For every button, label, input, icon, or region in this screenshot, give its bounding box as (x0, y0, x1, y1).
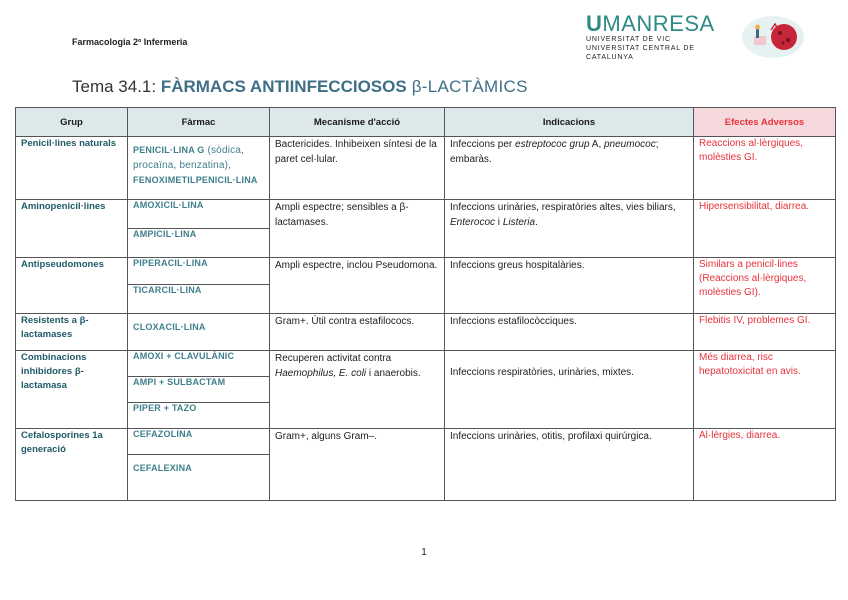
drug-cell: AMOXICIL·LINA (128, 200, 270, 229)
table-header-row (16, 108, 836, 137)
drug-cell: PIPERACIL·LINA (128, 258, 270, 285)
table-row (16, 314, 836, 351)
adverse-cell: Hipersensibilitat, diarrea. (694, 200, 836, 258)
germ-mascot-icon (740, 14, 806, 60)
table-row (16, 258, 836, 285)
indications-cell: Infeccions urinàries, otitis, profilaxi quirúrgica. (445, 429, 694, 501)
drug-cell: PENICIL·LINA G (sòdica, procaïna, benzatina), FENOXIMETILPENICIL·LINA (128, 137, 270, 200)
indications-cell: Infeccions urinàries, respiratòries altes, vies biliars, Enterococ i Listeria. (445, 200, 694, 258)
header-indicacions: Indicacions (445, 108, 694, 137)
indications-cell: Infeccions respiratòries, urinàries, mixtes. (445, 351, 694, 429)
adverse-cell: Més diarrea, risc hepatotoxicitat en avis. (694, 351, 836, 429)
umanresa-logo (586, 13, 736, 61)
logo-line-1: UNIVERSITAT DE VIC (586, 36, 671, 43)
logo-wordmark: UMANRESA (586, 11, 715, 36)
drug-cell: AMPI + SULBACTAM (128, 377, 270, 403)
group-cell: Aminopenicil·lines (16, 200, 128, 258)
adverse-cell: Al·lèrgies, diarrea. (694, 429, 836, 501)
drug-cell: AMOXI + CLAVULÀNIC (128, 351, 270, 377)
group-cell: Resistents a β-lactamases (16, 314, 128, 351)
indications-cell: Infeccions per estreptococ grup A, pneumococ; embaràs. (445, 137, 694, 200)
group-cell: Combinacions inhibidores β-lactamasa (16, 351, 128, 429)
mechanism-cell: Bactericides. Inhibeixen síntesi de la paret cel·lular. (270, 137, 445, 200)
header-grup: Grup (16, 108, 128, 137)
adverse-cell: Flebitis IV, problemes GI. (694, 314, 836, 351)
course-label: Farmacologia 2º Infermeria (72, 37, 188, 47)
indications-cell: Infeccions greus hospitalàries. (445, 258, 694, 314)
table-row (16, 137, 836, 200)
drug-cell: PIPER + TAZO (128, 403, 270, 429)
drug-table (15, 107, 836, 501)
header-efectes: Efectes Adversos (694, 108, 836, 137)
page-title: Tema 34.1: FÀRMACS ANTIINFECCIOSOS β-LACTÀMICS (72, 77, 528, 96)
adverse-cell: Reaccions al·lèrgiques, molèsties GI. (694, 137, 836, 200)
mechanism-cell: Gram+. Útil contra estafilococs. (270, 314, 445, 351)
drug-cell: AMPICIL·LINA (128, 229, 270, 258)
adverse-cell: Similars a penicil·lines (Reaccions al·lèrgiques, molèsties GI). (694, 258, 836, 314)
indications-cell: Infeccions estafilocòcciques. (445, 314, 694, 351)
table-row (16, 351, 836, 377)
group-cell: Cefalosporines 1a generació (16, 429, 128, 501)
table-row (16, 429, 836, 455)
group-cell: Penicil·lines naturals (16, 137, 128, 200)
logo-line-2: UNIVERSITAT CENTRAL DE CATALUNYA (586, 45, 695, 61)
mechanism-cell: Gram+, alguns Gram–. (270, 429, 445, 501)
table-row (16, 200, 836, 229)
page-number: 1 (421, 547, 427, 558)
mechanism-cell: Ampli espectre; sensibles a β-lactamases. (270, 200, 445, 258)
header-farmac: Fàrmac (128, 108, 270, 137)
mechanism-cell: Recuperen activitat contra Haemophilus, E. coli i anaerobis. (270, 351, 445, 429)
drug-cell: CLOXACIL·LINA (128, 314, 270, 351)
drug-cell: TICARCIL·LINA (128, 285, 270, 314)
header-mecanisme: Mecanisme d'acció (270, 108, 445, 137)
drug-cell: CEFAZOLINA (128, 429, 270, 455)
drug-cell: CEFALEXINA (128, 455, 270, 501)
group-cell: Antipseudomones (16, 258, 128, 314)
mechanism-cell: Ampli espectre, inclou Pseudomona. (270, 258, 445, 314)
